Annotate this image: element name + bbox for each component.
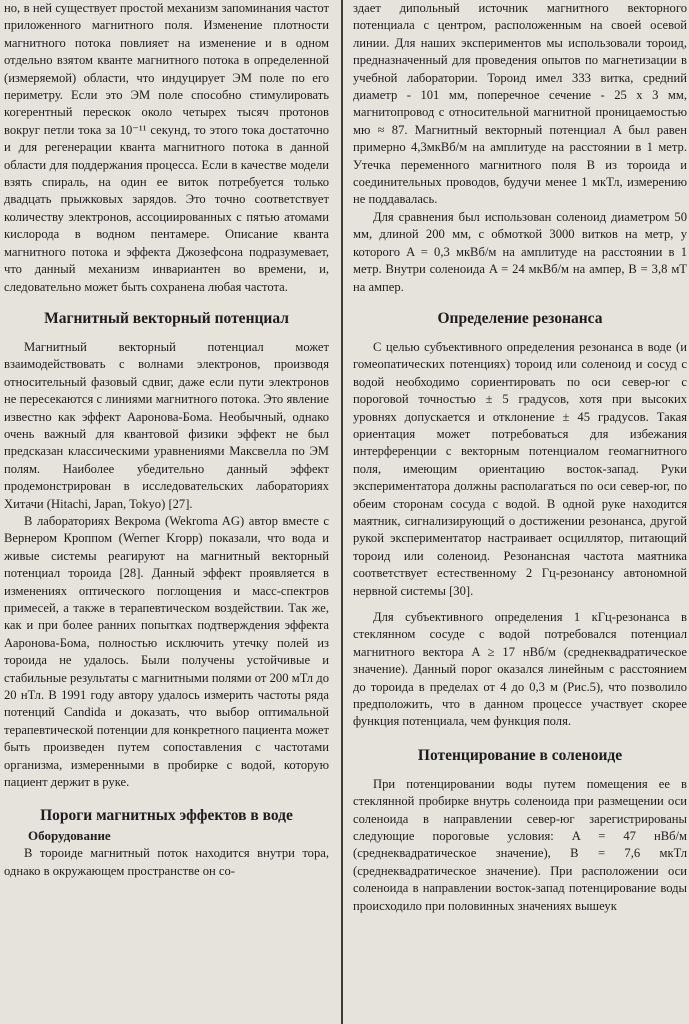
body-paragraph: Магнитный векторный потенциал может взаимодействовать с волнами электронов, производя относительный фазовый сдвиг, даже если пути электронов не пересекаются с линиями магнитного потока. Это явление известно как эффект Ааронова-Бома. Необычный, однако очень важный для квантовой физики эффект не был предсказан классическими уравнениями Максвелла по ЭМ полям. Наиболее убедительно данный эффект продемонстрирован в исследовательских лабораториях Хитачи (Hitachi, Japan, Tokyo) [27]. [4,339,329,511]
subsection-heading: Оборудование [28,828,111,844]
column-divider [341,0,343,1024]
body-paragraph: но, в ней существует простой механизм запоминания частот приложенного магнитного поля. Изменение плотности магнитного потока повлияет на изменение и в одном отдельно взятом кванте магнитного потока в определенной (измеряемой) области, что индуцирует ЭМ поле по его периметру. Если это ЭМ поле способно стимулировать когерентный перескок около четырех тысяч протонов вокруг петли тока за 10⁻¹¹ секунд, то этого тока достаточно и для регенерации кванта магнитного потока в данной области для поддержания процесса. Если в качестве модели взять спираль, на один ее виток потребуется только двадцать прыжковых зарядов. Это точно соответствует количеству электронов, ассоциированных с пятью атомами кислорода в водном пентамере. Описание кванта магнитного потока и эффекта Джозефсона подразумевает, что данный механизм инвариантен во времени, и, следовательно может быть сохранена любая частота. [4,1,329,294]
section-heading: Определение резонанса [437,309,603,327]
body-paragraph: В тороиде магнитный поток находится внутри тора, однако в окружающем пространстве он со- [4,846,329,878]
body-paragraph: Для субъективного определения 1 кГц-резонанса в стеклянном сосуде с водой потребовался потенциал магнитного вектора A ≥ 17 нВб/м (среднеквадратическое значение). Данный порог оказался линейным с расстоянием до тороида в пределах от 4 до 0,3 м (Рис.5), что позволило предположить, что в данном процессе участвует скорее функция потенциала, чем функция поля. [353,610,687,729]
body-paragraph: Для сравнения был использован соленоид диаметром 50 мм, длиной 200 мм, с обмоткой 3000 витков на метр, у которого A = 0,3 мкВб/м на амплитуде на расстоянии в 1 метр. Внутри соленоида A = 24 мкВб/м на ампер, B = 3,8 мТ на ампер. [353,209,687,294]
body-paragraph: В лабораториях Векрома (Wekroma AG) автор вместе с Вернером Кроппом (Werner Kropp) показали, что вода и живые системы реагируют на магнитный векторный потенциал тороида [28]. Данный эффект проявляется в изменениях оптического поглощения и масс-спектров примесей, а также в терапевтическом воздействии. Так же, как и при более ранних попытках подтверждения эффекта Ааронова-Бома, полностью исключить утечку полей из тороида не удалось. Были получены устойчивые и стабильные результаты с магнитными полями от 200 мТл до 20 нТл. В 1991 году автору удалось измерить частоты ряда потенций Candida и доказать, что выбор оптимальной терапевтической потенции для конкретного пациента может быть произведен путем сопоставления с частотами организма, измеренными в пробирке с водой, которую пациент держит в руке. [4,513,329,790]
section-heading: Пороги магнитных эффектов в воде [40,807,293,825]
body-paragraph: здает дипольный источник магнитного векторного потенциала с центром, расположенным на своей осевой линии. Для наших экспериментов мы использовали тороид, предназначенный для проведения опытов по магнетизации в учебной лаборатории. Тороид имел 333 витка, средний диаметр - 101 мм, поперечное сечение - 25 x 3 мм, магнитопровод с относительной магнитной проницаемостью мю ≈ 87. Магнитный векторный потенциал A был равен примерно 4,3мкВб/м на амплитуде на расстоянии в 1 метр. Утечка переменного магнитного поля B из тороида и соединительных проводов, будучи менее 1 мкТл, измерению не поддавалась. [353,1,687,207]
right-column [351,0,689,1024]
body-paragraph: С целью субъективного определения резонанса в воде (и гомеопатических потенциях) тороид или соленоид и сосуд с водой необходимо сориентировать по оси север-юг с пороговой точностью ± 5 градусов, хотя при высоких уровнях допускается и отклонение ± 45 градусов. Такая ориентация может потребоваться для избежания интерференции с векторным потенциалом геомагнитного поля, имеющим ориентацию восток-запад. Руки экспериментатора должны располагаться по оси север-юг, по обеим сторонам сосуда с водой. В одной руке находится маятник, сигнализирующий о достижении резонанса, другой рукой экспериментатор настраивает осциллятор, питающий тороид или соленоид. Резонансная частота маятника соответствует естественному 2 Гц-резонансу автономной нервной системы [30]. [353,339,687,598]
body-paragraph: При потенцировании воды путем помещения ее в стеклянной пробирке внутрь соленоида при размещении оси соленоида в направлении север-юг зарегистрированы следующие пороговые условия: A = 47 нВб/м (среднеквадратическое значение), B = 7,6 мкТл (среднеквадратическое значение). При расположении оси соленоида в направлении восток-запад потенцирование воды происходило при половинных значениях вышеук [353,776,687,913]
section-heading: Потенцирование в соленоиде [417,746,623,764]
left-column [0,0,333,1024]
section-heading: Магнитный векторный потенциал [44,309,289,327]
